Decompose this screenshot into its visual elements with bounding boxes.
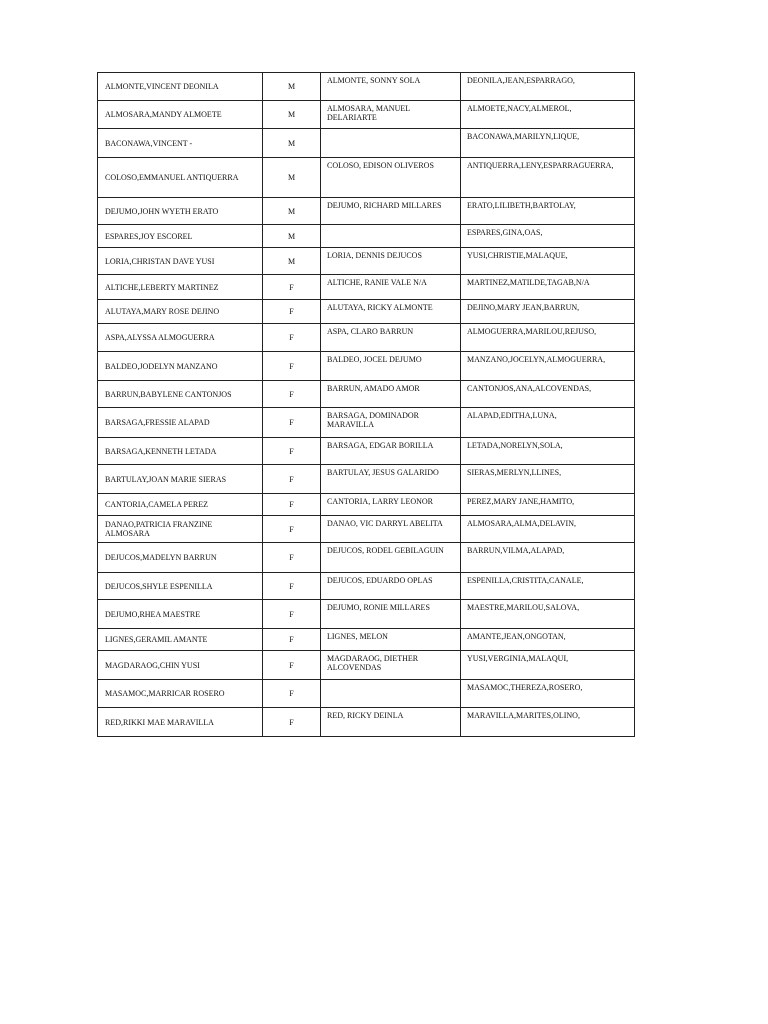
student-name-cell: BARSAGA,FRESSIE ALAPAD xyxy=(98,408,263,438)
student-name-cell: BARSAGA,KENNETH LETADA xyxy=(98,438,263,465)
father-name-cell xyxy=(321,129,461,158)
mother-name-cell: LETADA,NORELYN,SOLA, xyxy=(461,438,635,465)
mother-name-cell: YUSI,CHRISTIE,MALAQUE, xyxy=(461,248,635,275)
mother-name-cell: MASAMOC,THEREZA,ROSERO, xyxy=(461,680,635,708)
student-name-cell: RED,RIKKI MAE MARAVILLA xyxy=(98,708,263,737)
table-row xyxy=(98,73,635,101)
father-name-cell: LORIA, DENNIS DEJUCOS xyxy=(321,248,461,275)
sex-cell: F xyxy=(263,629,321,651)
mother-name-cell: ANTIQUERRA,LENY,ESPARRAGUERRA, xyxy=(461,158,635,198)
sex-cell: M xyxy=(263,101,321,129)
mother-name-cell: MARAVILLA,MARITES,OLINO, xyxy=(461,708,635,737)
table-row xyxy=(98,381,635,408)
student-name-cell: DANAO,PATRICIA FRANZINE ALMOSARA xyxy=(98,516,263,543)
table-row xyxy=(98,225,635,248)
student-name-cell: LORIA,CHRISTAN DAVE YUSI xyxy=(98,248,263,275)
sex-cell: M xyxy=(263,129,321,158)
father-name-cell: DEJUCOS, EDUARDO OPLAS xyxy=(321,573,461,600)
student-name-cell: MASAMOC,MARRICAR ROSERO xyxy=(98,680,263,708)
student-name-cell: CANTORIA,CAMELA PEREZ xyxy=(98,494,263,516)
father-name-cell: DEJUMO, RONIE MILLARES xyxy=(321,600,461,629)
father-name-cell: CANTORIA, LARRY LEONOR xyxy=(321,494,461,516)
student-name-cell: ASPA,ALYSSA ALMOGUERRA xyxy=(98,324,263,352)
father-name-cell: DEJUCOS, RODEL GEBILAGUIN xyxy=(321,543,461,573)
mother-name-cell: ALMOSARA,ALMA,DELAVIN, xyxy=(461,516,635,543)
table-row xyxy=(98,158,635,198)
mother-name-cell: BACONAWA,MARILYN,LIQUE, xyxy=(461,129,635,158)
table-row xyxy=(98,494,635,516)
table-row xyxy=(98,708,635,737)
father-name-cell: BARSAGA, DOMINADOR MARAVILLA xyxy=(321,408,461,438)
student-name-cell: ALMONTE,VINCENT DEONILA xyxy=(98,73,263,101)
sex-cell: F xyxy=(263,651,321,680)
table-row xyxy=(98,543,635,573)
father-name-cell: LIGNES, MELON xyxy=(321,629,461,651)
sex-cell: F xyxy=(263,352,321,381)
mother-name-cell: ESPARES,GINA,OAS, xyxy=(461,225,635,248)
student-name-cell: BALDEO,JODELYN MANZANO xyxy=(98,352,263,381)
sex-cell: M xyxy=(263,198,321,225)
father-name-cell: RED, RICKY DEINLA xyxy=(321,708,461,737)
father-name-cell: ALTICHE, RANIE VALE N/A xyxy=(321,275,461,300)
student-name-cell: DEJUMO,RHEA MAESTRE xyxy=(98,600,263,629)
table-row xyxy=(98,600,635,629)
mother-name-cell: ERATO,LILIBETH,BARTOLAY, xyxy=(461,198,635,225)
table-row xyxy=(98,129,635,158)
student-name-cell: COLOSO,EMMANUEL ANTIQUERRA xyxy=(98,158,263,198)
table-row xyxy=(98,248,635,275)
mother-name-cell: ESPENILLA,CRISTITA,CANALE, xyxy=(461,573,635,600)
sex-cell: F xyxy=(263,600,321,629)
mother-name-cell: SIERAS,MERLYN,LLINES, xyxy=(461,465,635,494)
mother-name-cell: BARRUN,VILMA,ALAPAD, xyxy=(461,543,635,573)
father-name-cell: ALMONTE, SONNY SOLA xyxy=(321,73,461,101)
father-name-cell xyxy=(321,680,461,708)
father-name-cell: MAGDARAOG, DIETHER ALCOVENDAS xyxy=(321,651,461,680)
sex-cell: F xyxy=(263,680,321,708)
father-name-cell: ALMOSARA, MANUEL DELARIARTE xyxy=(321,101,461,129)
sex-cell: F xyxy=(263,324,321,352)
sex-cell: F xyxy=(263,573,321,600)
table-row xyxy=(98,465,635,494)
student-name-cell: MAGDARAOG,CHIN YUSI xyxy=(98,651,263,680)
father-name-cell: DEJUMO, RICHARD MILLARES xyxy=(321,198,461,225)
sex-cell: F xyxy=(263,543,321,573)
student-name-cell: ALUTAYA,MARY ROSE DEJINO xyxy=(98,300,263,324)
mother-name-cell: AMANTE,JEAN,ONGOTAN, xyxy=(461,629,635,651)
father-name-cell: BARTULAY, JESUS GALARIDO xyxy=(321,465,461,494)
student-name-cell: DEJUMO,JOHN WYETH ERATO xyxy=(98,198,263,225)
sex-cell: F xyxy=(263,494,321,516)
student-name-cell: BARTULAY,JOAN MARIE SIERAS xyxy=(98,465,263,494)
table-row xyxy=(98,300,635,324)
table-row xyxy=(98,573,635,600)
student-roster-table xyxy=(97,72,635,737)
father-name-cell: COLOSO, EDISON OLIVEROS xyxy=(321,158,461,198)
table-row xyxy=(98,352,635,381)
student-name-cell: BACONAWA,VINCENT - xyxy=(98,129,263,158)
student-name-cell: LIGNES,GERAMIL AMANTE xyxy=(98,629,263,651)
student-name-cell: ESPARES,JOY ESCOREL xyxy=(98,225,263,248)
roster-body xyxy=(98,73,635,737)
sex-cell: F xyxy=(263,381,321,408)
table-row xyxy=(98,680,635,708)
sex-cell: F xyxy=(263,300,321,324)
sex-cell: F xyxy=(263,408,321,438)
sex-cell: M xyxy=(263,248,321,275)
student-name-cell: ALTICHE,LEBERTY MARTINEZ xyxy=(98,275,263,300)
table-row xyxy=(98,408,635,438)
mother-name-cell: ALMOETE,NACY,ALMEROL, xyxy=(461,101,635,129)
mother-name-cell: YUSI,VERGINIA,MALAQUI, xyxy=(461,651,635,680)
father-name-cell xyxy=(321,225,461,248)
table-row xyxy=(98,516,635,543)
father-name-cell: ALUTAYA, RICKY ALMONTE xyxy=(321,300,461,324)
sex-cell: M xyxy=(263,158,321,198)
sex-cell: M xyxy=(263,225,321,248)
sex-cell: F xyxy=(263,465,321,494)
mother-name-cell: MANZANO,JOCELYN,ALMOGUERRA, xyxy=(461,352,635,381)
table-row xyxy=(98,275,635,300)
father-name-cell: BARRUN, AMADO AMOR xyxy=(321,381,461,408)
sex-cell: F xyxy=(263,275,321,300)
student-name-cell: DEJUCOS,MADELYN BARRUN xyxy=(98,543,263,573)
father-name-cell: BARSAGA, EDGAR BORILLA xyxy=(321,438,461,465)
sex-cell: M xyxy=(263,73,321,101)
table-row xyxy=(98,101,635,129)
father-name-cell: ASPA, CLARO BARRUN xyxy=(321,324,461,352)
table-row xyxy=(98,324,635,352)
student-name-cell: DEJUCOS,SHYLE ESPENILLA xyxy=(98,573,263,600)
student-name-cell: ALMOSARA,MANDY ALMOETE xyxy=(98,101,263,129)
table-row xyxy=(98,438,635,465)
mother-name-cell: MARTINEZ,MATILDE,TAGAB,N/A xyxy=(461,275,635,300)
student-name-cell: BARRUN,BABYLENE CANTONJOS xyxy=(98,381,263,408)
sex-cell: F xyxy=(263,708,321,737)
mother-name-cell: MAESTRE,MARILOU,SALOVA, xyxy=(461,600,635,629)
table-row xyxy=(98,198,635,225)
father-name-cell: BALDEO, JOCEL DEJUMO xyxy=(321,352,461,381)
mother-name-cell: ALMOGUERRA,MARILOU,REJUSO, xyxy=(461,324,635,352)
mother-name-cell: ALAPAD,EDITHA,LUNA, xyxy=(461,408,635,438)
mother-name-cell: DEJINO,MARY JEAN,BARRUN, xyxy=(461,300,635,324)
mother-name-cell: DEONILA,JEAN,ESPARRAGO, xyxy=(461,73,635,101)
sex-cell: F xyxy=(263,516,321,543)
table-row xyxy=(98,629,635,651)
father-name-cell: DANAO, VIC DARRYL ABELITA xyxy=(321,516,461,543)
mother-name-cell: CANTONJOS,ANA,ALCOVENDAS, xyxy=(461,381,635,408)
table-row xyxy=(98,651,635,680)
sex-cell: F xyxy=(263,438,321,465)
mother-name-cell: PEREZ,MARY JANE,HAMITO, xyxy=(461,494,635,516)
